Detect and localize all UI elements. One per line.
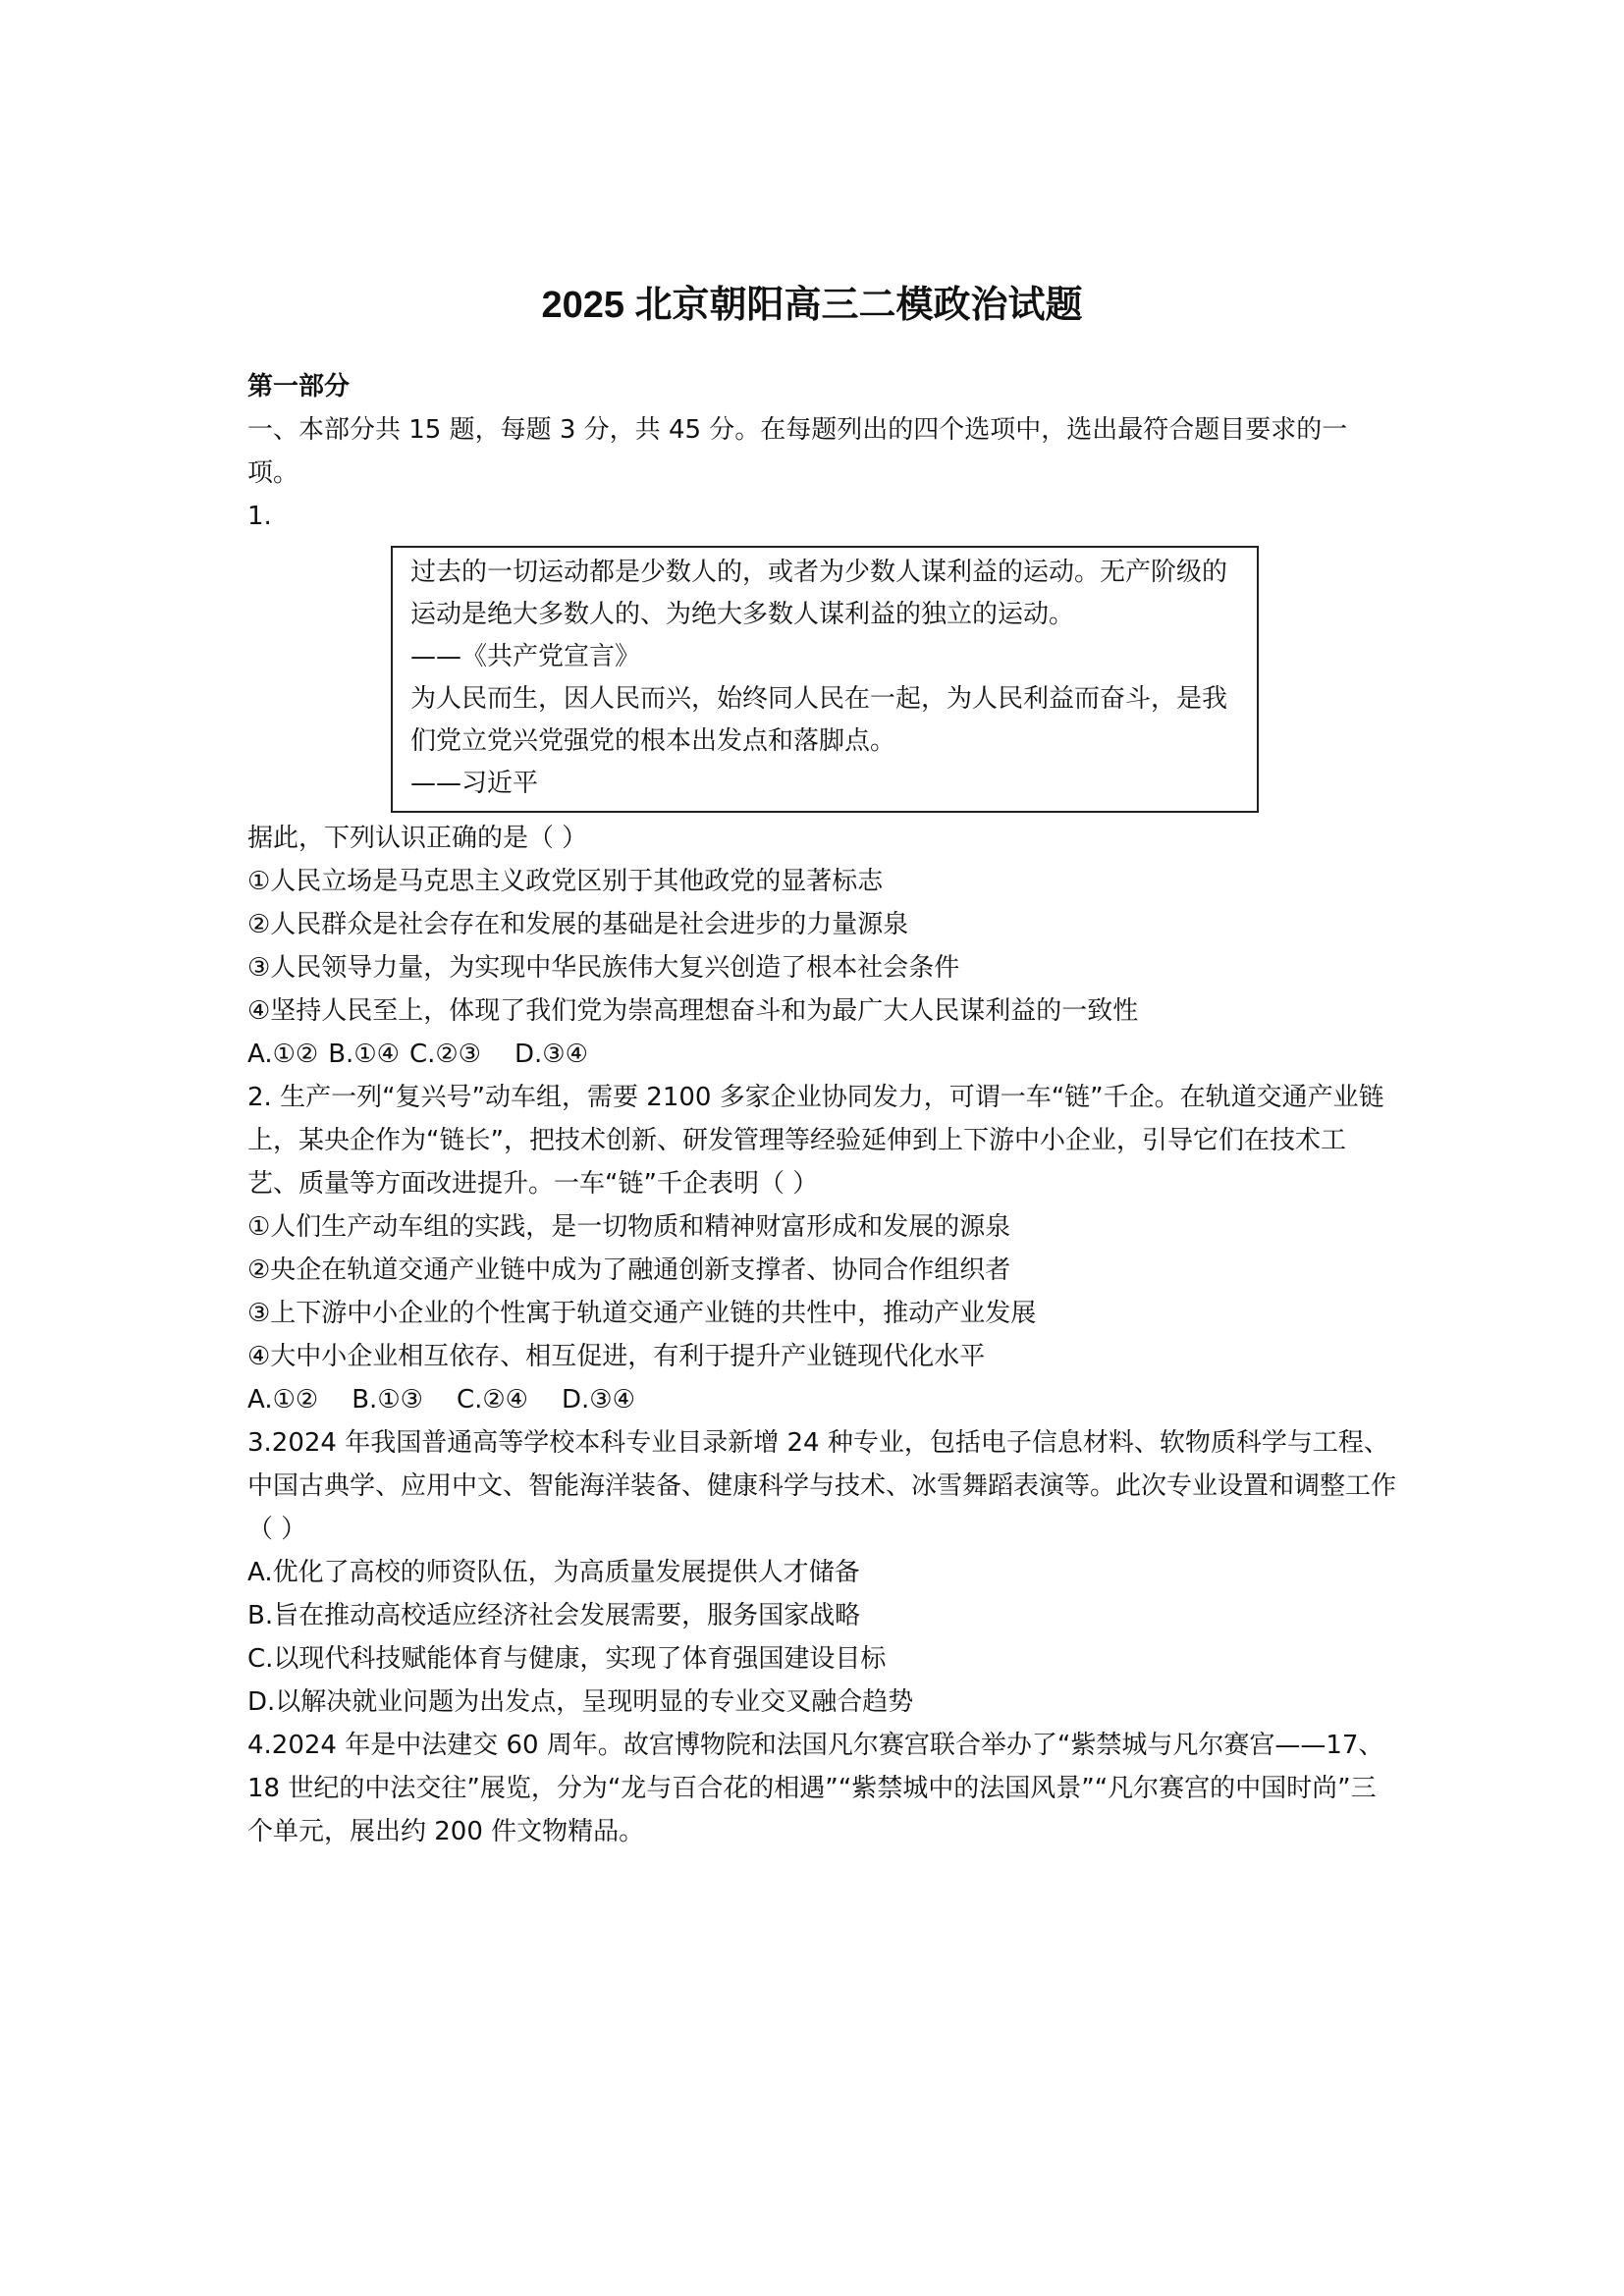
question-3-option-a: A.优化了高校的师资队伍，为高质量发展提供人才储备 xyxy=(247,1558,860,1587)
question-4-stem: 4.2024 年是中法建交 60 周年。故宫博物院和法国凡尔赛宫联合举办了“紫禁城与凡尔赛宫——17、18 世纪的中法交往”展览，分为“龙与百合花的相遇”“紫禁城中的法国风景”“凡尔赛宫的中国时尚”三个单元，展出约 200 件文物精品。 xyxy=(247,1731,1384,1846)
question-2-choices xyxy=(247,1378,1396,1421)
question-1-quote-box xyxy=(391,546,1259,813)
question-3-option-b: B.旨在推动高校适应经济社会发展需要，服务国家战略 xyxy=(247,1601,861,1630)
question-3-option-d: D.以解决就业问题为出发点，呈现明显的专业交叉融合趋势 xyxy=(247,1687,914,1717)
question-1-choices xyxy=(247,1033,1396,1076)
choice-b: B.①③ xyxy=(352,1385,423,1415)
question-1-item: ③人民领导力量，为实现中华民族伟大复兴创造了根本社会条件 xyxy=(247,953,960,983)
quote-line: 为人民而生，因人民而兴，始终同人民在一起，为人民利益而奋斗，是我们党立党兴党强党的根本出发点和落脚点。 xyxy=(410,684,1228,756)
question-3-stem: 3.2024 年我国普通高等学校本科专业目录新增 24 种专业，包括电子信息材料、软物质科学与工程、中国古典学、应用中文、智能海洋装备、健康科学与技术、冰雪舞蹈表演等。此次专业设置和调整工作（ ） xyxy=(247,1428,1397,1544)
question-2-item: ①人们生产动车组的实践，是一切物质和精神财富形成和发展的源泉 xyxy=(247,1212,1011,1242)
choice-d: D.③④ xyxy=(514,1040,588,1069)
question-1-item: ②人民群众是社会存在和发展的基础是社会进步的力量源泉 xyxy=(247,910,909,939)
question-2-stem: 2. 生产一列“复兴号”动车组，需要 2100 多家企业协同发力，可谓一车“链”千企。在轨道交通产业链上，某央企作为“链长”，把技术创新、研发管理等经验延伸到上下游中小企业，引导它们在技术工艺、质量等方面改进提升。一车“链”千企表明（ ） xyxy=(247,1083,1384,1199)
question-1-item: ①人民立场是马克思主义政党区别于其他政党的显著标志 xyxy=(247,867,884,896)
choice-a: A.①② xyxy=(247,1040,319,1069)
quote-source: ——习近平 xyxy=(410,769,539,798)
question-1-item: ④坚持人民至上，体现了我们党为崇高理想奋斗和为最广大人民谋利益的一致性 xyxy=(247,996,1139,1026)
question-2-item: ③上下游中小企业的个性寓于轨道交通产业链的共性中，推动产业发展 xyxy=(247,1299,1037,1328)
page-title: 2025 北京朝阳高三二模政治试题 xyxy=(541,285,1083,327)
choice-b: B.①④ xyxy=(328,1040,400,1069)
choice-c: C.②④ xyxy=(456,1385,528,1415)
section-label: 第一部分 xyxy=(247,372,351,401)
choice-d: D.③④ xyxy=(561,1385,635,1415)
question-2-item: ②央企在轨道交通产业链中成为了融通创新支撑者、协同合作组织者 xyxy=(247,1255,1011,1285)
quote-source: ——《共产党宣言》 xyxy=(410,642,641,671)
question-1-number: 1. xyxy=(247,502,272,531)
choice-c: C.②③ xyxy=(408,1040,481,1069)
section-instructions: 一、本部分共 15 题，每题 3 分，共 45 分。在每题列出的四个选项中，选出最符合题目要求的一项。 xyxy=(247,415,1348,488)
choice-a: A.①② xyxy=(247,1385,319,1415)
exam-content xyxy=(247,365,1396,1853)
quote-line: 过去的一切运动都是少数人的，或者为少数人谋利益的运动。无产阶级的运动是绝大多数人的、为绝大多数人谋利益的独立的运动。 xyxy=(410,558,1228,629)
question-3-option-c: C.以现代科技赋能体育与健康，实现了体育强国建设目标 xyxy=(247,1644,887,1674)
question-2-item: ④大中小企业相互依存、相互促进，有利于提升产业链现代化水平 xyxy=(247,1342,986,1371)
question-1-stem: 据此，下列认识正确的是（ ） xyxy=(247,824,588,853)
